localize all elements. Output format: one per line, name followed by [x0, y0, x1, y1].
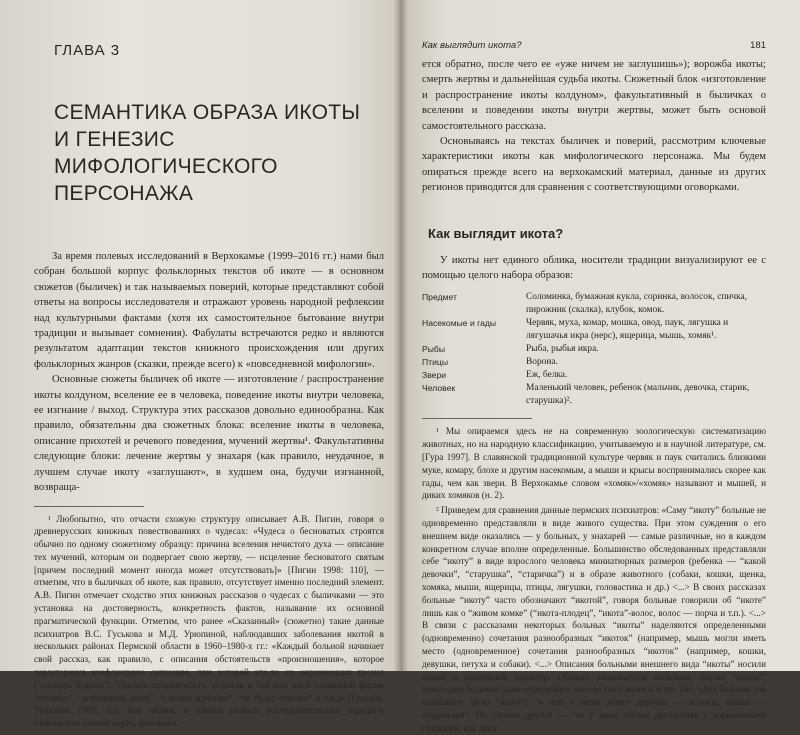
- table-row: [422, 382, 766, 408]
- left-footnotes: [34, 513, 384, 731]
- table-value: Рыба, рыбья икра.: [526, 344, 599, 355]
- right-page: [400, 0, 800, 733]
- table-row: [422, 317, 766, 343]
- table-key: Звери: [422, 370, 447, 381]
- running-head: [422, 40, 766, 51]
- footnote: ¹ Мы опираемся здесь не на современную зоологическую систематизацию животных, но на народную классификацию, учитываемую и в научной литературе, см. [Гура 1997]. В славянской традиционной культуре червяк и паук считались близкими муке, комару, блохе и другим насекомым, а мыши и крысы воспринимались скорее как гады, чем как звери. В Верхокамье словом «хомяк»/«хомяк» называют и мышей, и диких хомяков (н. 2).: [422, 426, 766, 501]
- chapter-label: ГЛАВА 3: [54, 42, 121, 59]
- table-row: [422, 369, 766, 382]
- table-row: [422, 356, 766, 369]
- paragraph: Основываясь на текстах быличек и поверий, рассмотрим ключевые характеристики икоты как мифологического персонажа. Мы будем опираться прежде всего на верхокамский материал, данные из других регионов приводятся для сравнения с соответствующими оговорками.: [422, 136, 766, 194]
- section-intro: У икоты нет единого облика, носители традиции визуализируют ее с помощью целого набора образов:: [422, 254, 766, 282]
- book-spine-shadow: [394, 0, 408, 671]
- table-key: Человек: [422, 383, 456, 394]
- paragraph: Основные сюжеты быличек об икоте — изготовление / распространение икоты колдуном, вселение ее в человека, поведение икоты внутри человека, ее изгнание / выход. Структура этих рассказов довольно единообразна. Как правило, обязательны два сюжетных блока: вселение икоты в человека, описание прихотей и речевого поведения, мучений жертвы¹. Факультативны следующие блоки: лечение жертвы у знахаря (как правило, неудачное, в лучшем случае икоту «заглушают», в худшем она, будучи изгнанной, возвраща-: [34, 374, 384, 494]
- table-row: [422, 291, 766, 317]
- left-page: [0, 0, 400, 729]
- chapter-title-line: СЕМАНТИКА ОБРАЗА ИКОТЫ: [54, 101, 361, 124]
- paragraph: За время полевых исследований в Верхокамье (1999–2016 гг.) нами был собран большой корпус фольклорных текстов об икоте — в основном сюжетов (быличек) и так называемых поверий, которые представляют собой ответы на вопросы исследователя и отражают уровень народной рефлексии над культурными фактами (хотя их самостоятельное бытование внутри традиции и вызывает сомнения). Фабулаты встречаются редко и являются результатом адаптации текстов книжного происхождения или других фольклорных жанров (сказки, прежде всего) к «повседневной мифологии».: [34, 251, 384, 370]
- chapter-title-line: И ГЕНЕЗИС: [54, 128, 175, 151]
- table-key: Насекомые и гады: [422, 318, 497, 329]
- table-value: Соломинка, бумажная кукла, соринка, волосок, спичка, пирожник (скалка), клубок, комок.: [526, 292, 748, 316]
- chapter-title-line: МИФОЛОГИЧЕСКОГО ПЕРСОНАЖА: [54, 155, 278, 205]
- table-value: Еж, белка.: [526, 370, 568, 381]
- section-intro-block: [422, 253, 766, 284]
- right-footnotes: [422, 425, 766, 734]
- right-body-text: [422, 57, 766, 196]
- table-value: Маленький человек, ребенок (мальчик, девочка, старик, старушка)².: [526, 383, 750, 407]
- table-key: Птицы: [422, 357, 449, 368]
- table-row: [422, 343, 766, 356]
- page-number: 181: [750, 40, 766, 51]
- left-body-text: [34, 249, 384, 496]
- footnote: ¹ Любопытно, что отчасти схожую структуру описывает А.В. Пигин, говоря о древнерусских книжных повествованиях о чудесах: «Чудеса о бесноватых строятся обычно по одному сюжетному образцу: причина вселения нечистого духа — описание тех мучений, которым он подвергает свою жертву, — исцеление бесноватого святым [причем последний момент иногда может отсутствовать]» [Пигин 1998: 110], — отметим, что в быличках об икоте, как правило, отсутствует именно последний элемент. А.В. Пигин отмечает сходство этих книжных рассказов о чудесах с быличками — это установка на достоверность, конкретность фактов, называние их основной прагматической функции. Отметим, что ранее «Сказанный» (сюжетно) такие данные психиатров В.С. Гуськова и М.Д. Урюпиной, наблюдавших заболевания икотой в нескольких районах Пермской области в 1960–1980-х гг.: «Каждый больной начинает свой рассказ, как правило, с описания обстоятельств «произношения», которое характеризуя конфликтную ситуацию, при которой кто-то из окружающих грозил (“сокнуть будешь”, “сделать неприятность, угрожая в той или иной словесной форме “отомщу”, “вспомнишь меня”, “сделаю мучения”, “не будет счастья” и т.п.)» [Гуськов, Урюпина 1985: 32]. Как видим, в рамках разных исследовательских парадигм отмечаются схожие черты феномена.: [34, 513, 384, 729]
- table-value: Ворона.: [526, 357, 558, 368]
- running-head-title: Как выглядит икота?: [422, 40, 522, 51]
- table-key: Предмет: [422, 292, 457, 303]
- footnote-divider: [34, 506, 144, 507]
- table-value: Червяк, муха, комар, мошка, овод, паук, лягушка и лягушачья икра (нерс), ящерица, мышь, хомяк¹.: [526, 318, 729, 342]
- footnote: ² Приведем для сравнения данные пермских психиатров: «Саму “икоту” больные не одновременно представляли в виде живого существа. При этом суждения о его внешнем виде оказались — у больных, у знахарей — самые различные, но в каждом конкретном случае вполне определенные. Большинство обследованных представляли себе “икоту” в виде взрослого человека миниатюрных размеров (ребенка — “какой девочки”, “старушка”, “старичка”) и в образе животного (собаки, кошки, щенка, хомяка, мыши, ящерицы, птицы, лягушки, головастика и др.) <...> В своих рассказах больные “икоту” часто обозначают “икотой”, говоря больные говорили об “икоте” лишь как о “живом комке” (“икота-плодец”, “икота”-волос, волос — порча и т.п.). <...> В связи с рассказами некоторых больных “икоты” наделяются определенными (одновременно) сочетания разнообразных “икоток” (например, мышь могли иметь место (одновременное) сочетания разнообразных “икоток” (например, кошки, девушки, петуха и собаки). <...> Описания больными внешнего вида “икоты” носили яркий и красочный характер. Обычно указываются величина, форма “икоты”, некоторые больные даже определяют цвет ее глаз, волосы и пр. Так, одна больная так описывает свою “икоту”: “в ней у меня живет девочка — волосы, кошка — гладенькая”. По словам другой — “ее у меня собака двухлетняя с коричневыми гладкими, как лиса”.: [422, 505, 766, 733]
- footnote-divider: [422, 418, 532, 419]
- chapter-title: [54, 99, 384, 207]
- table-key: Рыбы: [422, 344, 446, 355]
- image-types-table: [422, 291, 766, 408]
- paragraph: ется обратно, после чего ее «уже ничем не заглушишь»); ворожба икоты; смерть жертвы и дальнейшая судьба икоты. Сюжетный блок «изготовление и распространение икоты колдуном», факультативный в быличках о вселении и поведении икоты внутри жертвы, может быть основой самостоятельного рассказа.: [422, 59, 766, 132]
- section-title: Как выглядит икота?: [428, 225, 564, 241]
